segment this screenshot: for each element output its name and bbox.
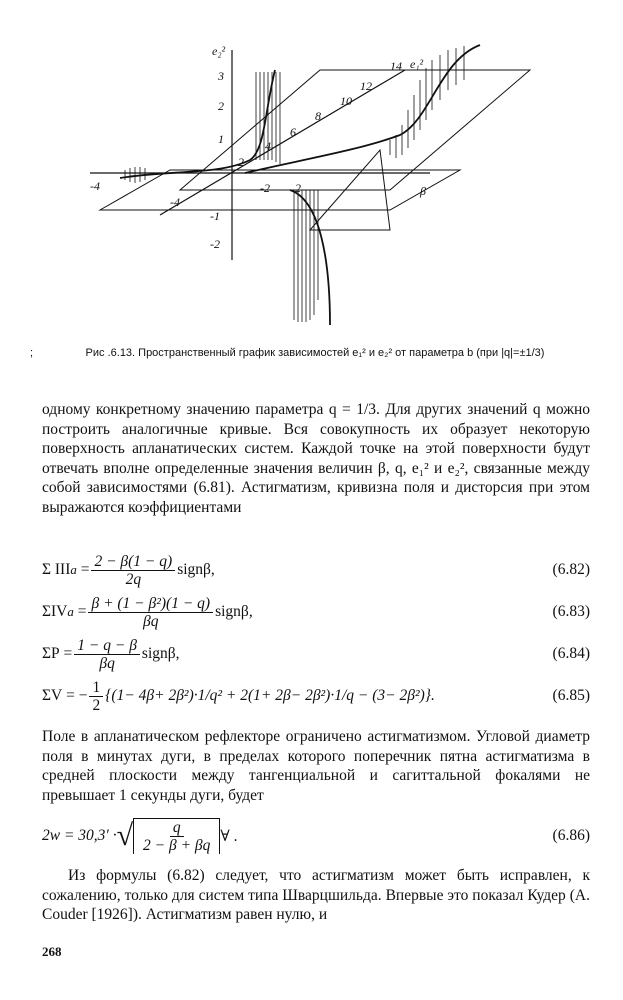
eq-lhs: 2w = 30,3′ · [42,827,117,844]
equation-6-86 [42,818,590,854]
y-tick-1: 1 [218,132,224,146]
diag-tick-12: 12 [360,79,372,93]
eq-tail: {(1− 4β+ 2β²)·1/q² + 2(1+ 2β− 2β²)·1/q − (3− 2β²)}. [105,687,435,704]
y-tick-3: 3 [218,69,224,83]
diag-tick-6: 6 [290,125,296,139]
eq-lhs: ΣP [42,645,60,662]
eq-numerator: 2 − β(1 − q) [91,553,175,571]
y-tick-minus2: -2 [210,237,220,251]
eq-tail: signβ, [215,603,253,620]
eq-number: (6.83) [552,603,590,620]
caption-bullet: ; [30,347,34,359]
eq-tail: signβ, [177,561,215,578]
abs-bars [133,818,220,854]
equation-6-85: ΣV = − $\frac{1}{2}$ {(1− 4β+ 2β²)·1/q² + 2(1+ 2β− 2β²)·1/q − (3− 2β²)}. (6.85) [42,678,590,714]
eq-fraction [74,637,140,672]
eq-number: (6.84) [552,645,590,662]
eq-number: (6.85) [552,687,590,704]
curve-e2-left [120,70,275,178]
equation-6-84: ΣP = $\frac{1 - q - \beta}{\beta q}$ signβ, (6.84) [42,636,590,672]
figure-caption [30,346,600,360]
eq-sub: a [70,562,77,577]
eq-denominator: 2q [125,570,142,588]
sqrt-icon: √ [116,819,134,852]
eq-denominator: βq [99,654,115,672]
equation-6-82: Σ III a = $\frac{2 - \beta(1 - q)}{2q}$ signβ, (6.82) [42,552,590,588]
e2-axis-label: e₂² [212,44,226,58]
equation-6-83: ΣIV a = $\frac{\text{β + (1 − β²)(1 − q)}}{\beta q}$ signβ, (6.83) [42,594,590,630]
y-tick-2: 2 [218,99,224,113]
eq-number: (6.86) [552,827,590,844]
diag-tick-10: 10 [340,94,352,108]
x-tick-2-left: 2 [238,155,244,169]
figure-svg [60,30,580,345]
x-tick-2-right: 2 [295,181,301,195]
beta-axis-label: β [420,184,426,198]
diag-tick-4: 4 [265,139,271,153]
eq-fraction [88,595,213,630]
eq-number: (6.82) [552,561,590,578]
eq-tail: signβ, [141,645,180,662]
caption-text: Рис .6.13. Пространственный график зависимостей e₁² и e₂² от параметра b (при |q|=±1/3) [85,347,545,359]
x-tick-minus2: -2 [260,181,270,195]
y-tick-minus1: -1 [210,209,220,223]
eq-fraction [91,553,175,588]
paragraph-1: одному конкретному значению параметра q = 1/3. Для других значений q можно построить аналогичные кривые. Вся совокупность их образует некоторую поверхность апланатических систем. Каждой точке на этой поверхности будут отвечать вполне определенные значения величин β, q, e₁² и e₂², связанные между собой зависимостями (6.81). Астигматизм, кривизна поля и дисторсия при этом выражаются коэффициентами [42,401,590,516]
page-number: 268 [42,944,62,959]
eq-tail: ∀ . [220,827,238,845]
eq-numerator: β + (1 − β²)(1 − q) [88,595,213,613]
eq-denominator: 2 − β + βq [143,837,211,854]
x-tick-minus4: -4 [90,179,100,193]
eq-lhs: ΣIV [42,603,68,620]
eq-lhs: Σ III [42,561,71,578]
e1-axis-label: e₁² [410,57,424,71]
diag-tick-14: 14 [390,59,402,73]
diag-tick-minus4: -4 [170,195,180,209]
eq-denominator: βq [143,612,159,630]
surface-figure [60,30,580,345]
eq-numerator: 1 − q − β [74,637,140,655]
eq-numerator: 1 [89,679,103,697]
eq-numerator: q [170,819,184,837]
paragraph-2: Поле в апланатическом рефлекторе ограничено астигматизмом. Угловой диаметр поля в минутах дуги, в пределах которого поперечник пятна астигматизма в средней плоскости между тангенциальной и сагиттальной фокалями не превышает 1 секунды дуги, будет [42,728,590,804]
diag-tick-8: 8 [315,109,321,123]
eq-denominator: 2 [92,696,101,714]
eq-sub: a [67,604,74,619]
eq-fraction [89,679,103,714]
paragraph-3: Из формулы (6.82) следует, что астигматизм может быть исправлен, к сожалению, только для систем типа Шварцшильда. Впервые это показал Кудер (A. Couder [1926]). Астигматизм равен нулю, и [42,867,590,923]
eq-lhs: ΣV [42,687,63,704]
eq-fraction [140,819,213,854]
